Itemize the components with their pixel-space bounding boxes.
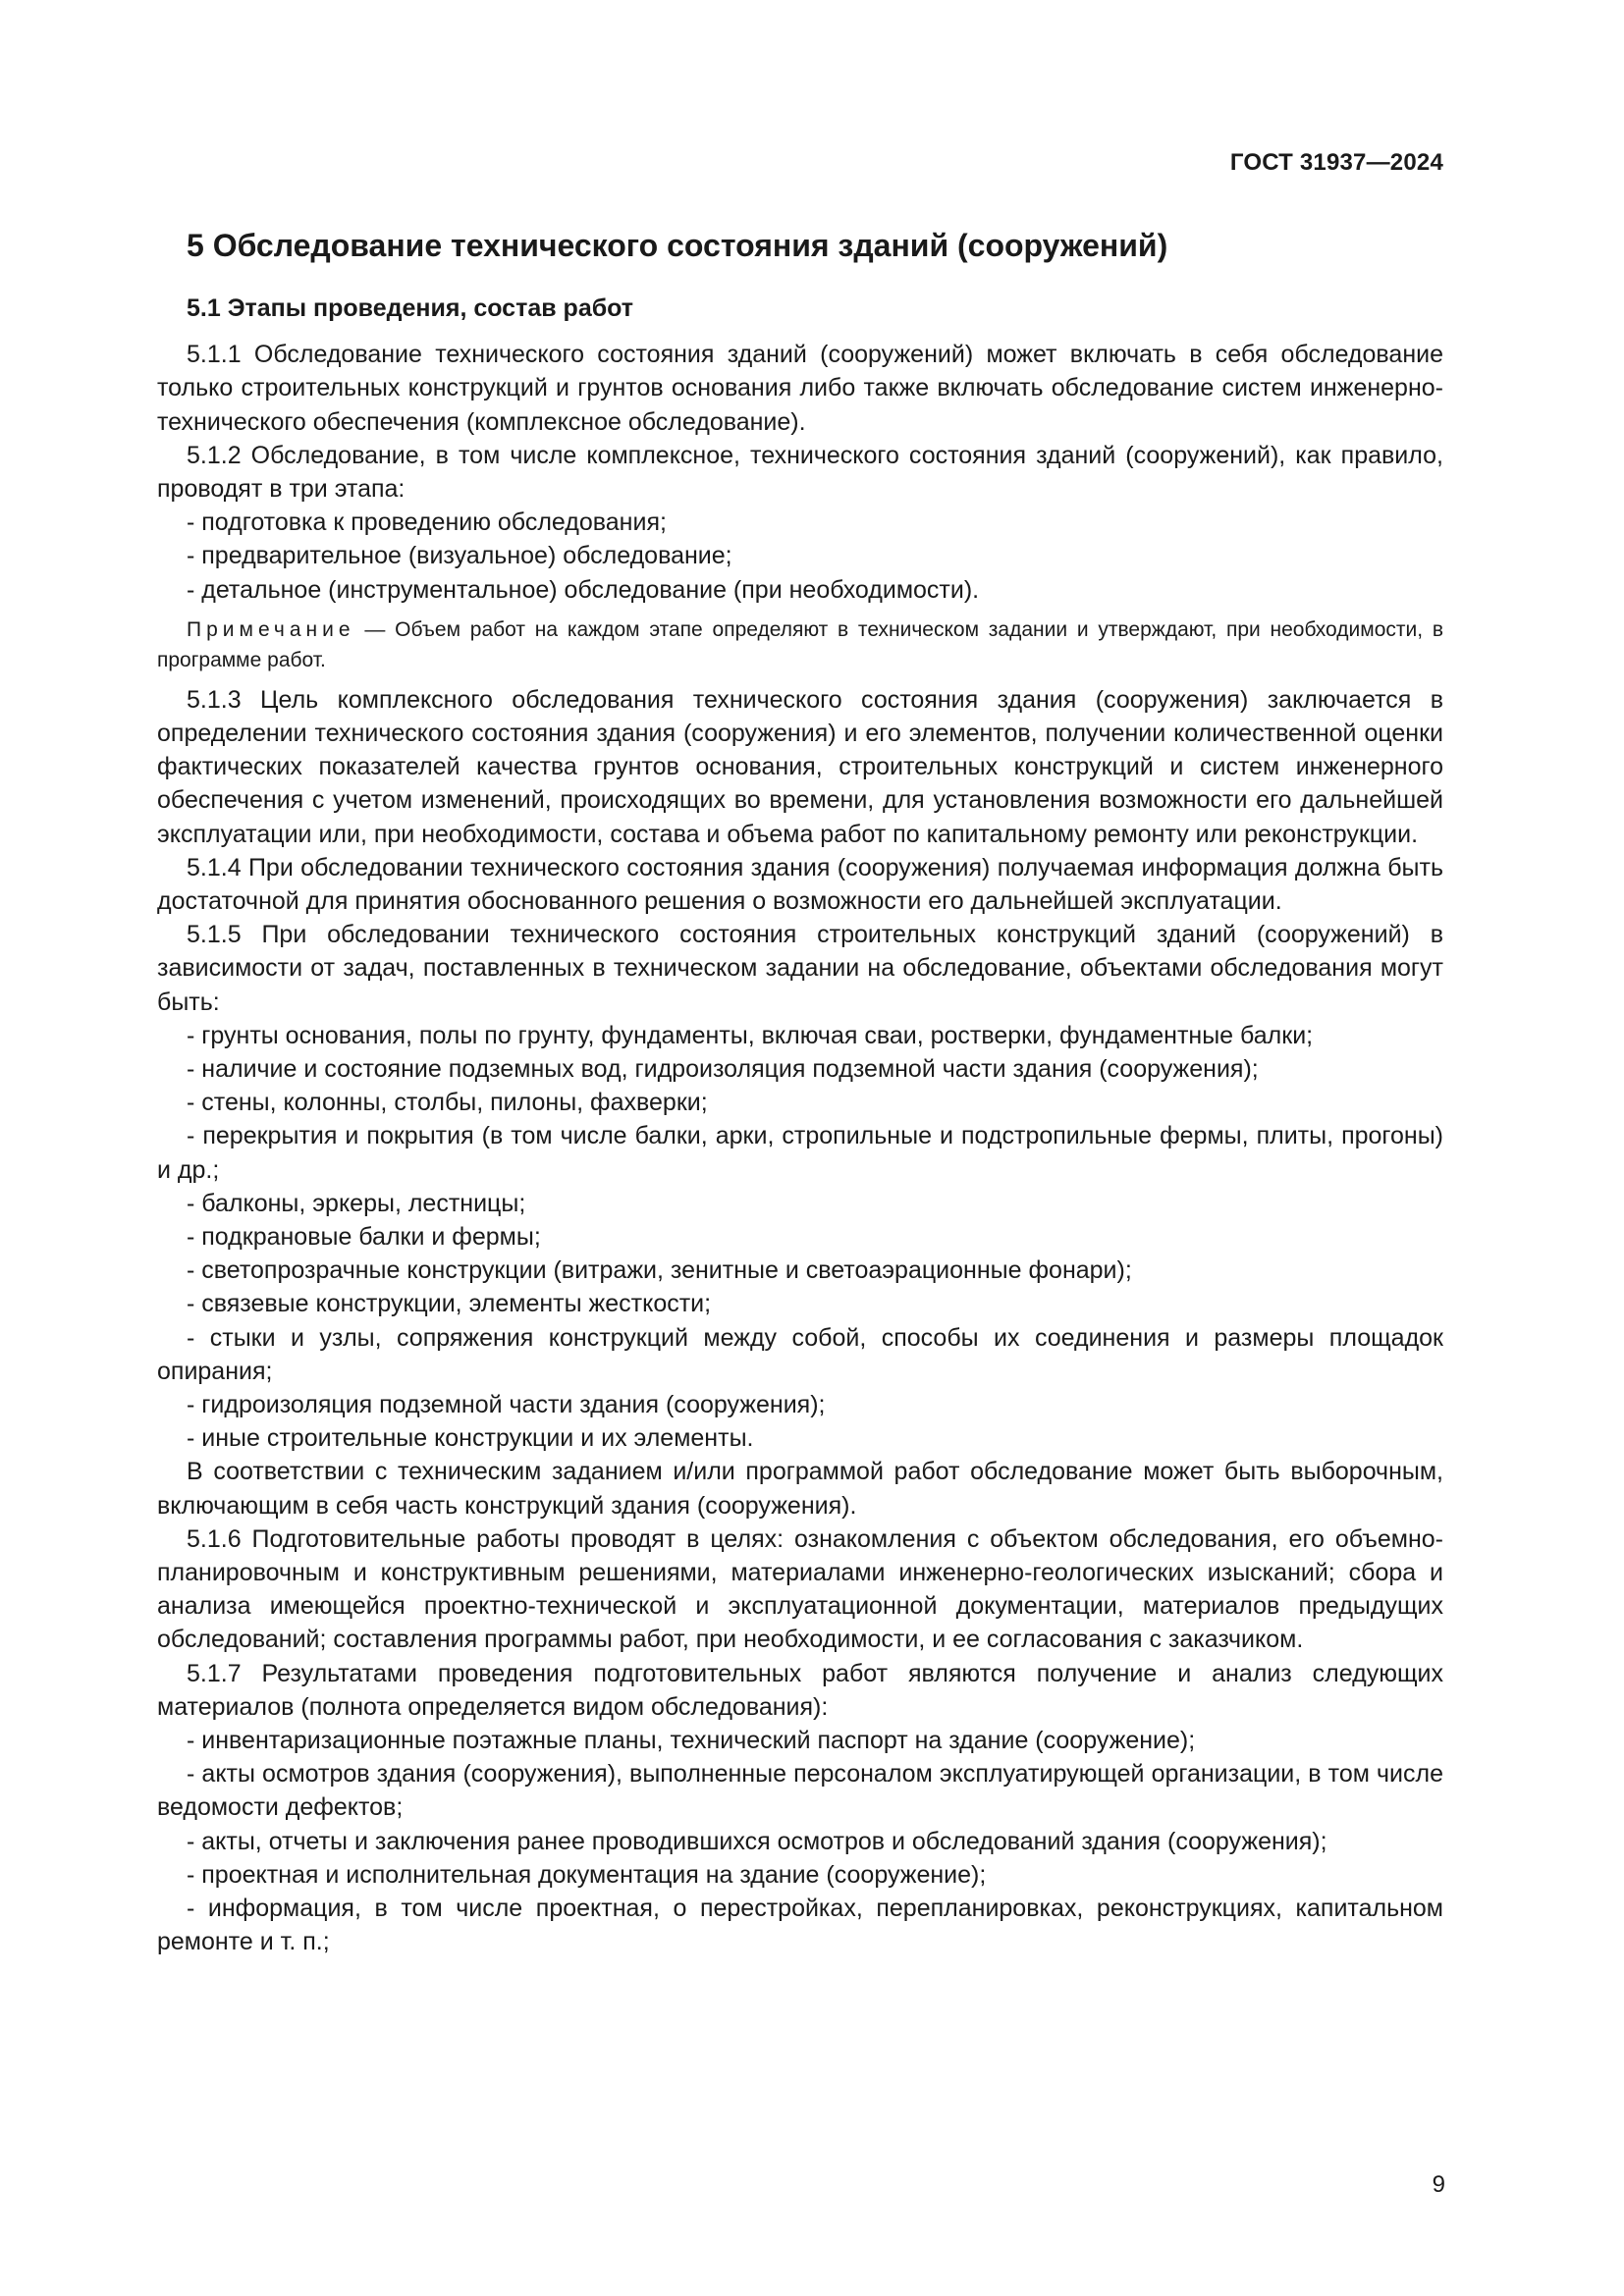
paragraph-5-1-7: 5.1.7 Результатами проведения подготовительных работ являются получение и анализ следующих материалов (полнота определяется видом обследования): xyxy=(157,1659,1443,1721)
stage-item: - детальное (инструментальное) обследование (при необходимости). xyxy=(187,575,980,604)
document-code: ГОСТ 31937—2024 xyxy=(1229,149,1443,176)
object-item: - балконы, эркеры, лестницы; xyxy=(187,1189,526,1217)
stage-item: - подготовка к проведению обследования; xyxy=(187,508,667,537)
object-item: - светопрозрачные конструкции (витражи, зенитные и светоаэрационные фонари); xyxy=(187,1256,1132,1285)
material-item: - инвентаризационные поэтажные планы, технический паспорт на здание (сооружение); xyxy=(187,1727,1196,1755)
paragraph-5-1-2: 5.1.2 Обследование, в том числе комплексное, технического состояния зданий (сооружений), как правило, проводят в три этапа: xyxy=(157,441,1443,503)
object-item: - наличие и состояние подземных вод, гидроизоляция подземной части здания (сооружения); xyxy=(187,1054,1259,1083)
object-item: - гидроизоляция подземной части здания (сооружения); xyxy=(187,1390,826,1418)
section-title: 5 Обследование технического состояния зданий (сооружений) xyxy=(187,228,1168,263)
material-item: - информация, в том числе проектная, о перестройках, перепланировках, реконструкциях, капитальном ремонте и т. п.; xyxy=(157,1895,1443,1956)
page-number: 9 xyxy=(1432,2171,1445,2198)
note-label: Примечание xyxy=(187,617,355,641)
object-item: - подкрановые балки и фермы; xyxy=(187,1222,541,1251)
stage-item: - предварительное (визуальное) обследование; xyxy=(187,542,732,570)
paragraph-5-1-1: 5.1.1 Обследование технического состояния зданий (сооружений) может включать в себя обследование только строительных конструкций и грунтов основания либо также включать обследование систем инженерно-технического обеспечения (комплексное обследование). xyxy=(157,341,1443,436)
material-item: - акты осмотров здания (сооружения), выполненные персоналом эксплуатирующей организации, в том числе ведомости дефектов; xyxy=(157,1760,1443,1822)
paragraph-5-1-3: 5.1.3 Цель комплексного обследования технического состояния здания (сооружения) заключается в определении технического состояния здания (сооружения) и его элементов, получении количественной оценки фактических показателей качества грунтов основания, строительных конструкций и систем инженерного обеспечения с учетом изменений, происходящих во времени, для установления возможности его дальнейшей эксплуатации или, при необходимости, состава и объема работ по капитальному ремонту или реконструкции. xyxy=(157,685,1443,848)
object-item: - стыки и узлы, сопряжения конструкций между собой, способы их соединения и размеры площадок опирания; xyxy=(157,1323,1443,1385)
object-item: - грунты основания, полы по грунту, фундаменты, включая сваи, ростверки, фундаментные балки; xyxy=(187,1021,1314,1049)
object-item: - связевые конструкции, элементы жесткости; xyxy=(187,1290,712,1318)
object-item: - перекрытия и покрытия (в том числе балки, арки, стропильные и подстропильные фермы, плиты, прогоны) и др.; xyxy=(157,1122,1443,1184)
paragraph-5-1-5: 5.1.5 При обследовании технического состояния строительных конструкций зданий (сооружений) в зависимости от задач, поставленных в техническом задании на обследование, объектами обследования могут быть: xyxy=(157,921,1443,1016)
object-item: - стены, колонны, столбы, пилоны, фахверки; xyxy=(187,1089,708,1117)
material-item: - проектная и исполнительная документация на здание (сооружение); xyxy=(187,1860,987,1889)
page-content xyxy=(157,216,1443,1958)
paragraph-5-1-4: 5.1.4 При обследовании технического состояния здания (сооружения) получаемая информация должна быть достаточной для принятия обоснованного решения о возможности его дальнейшей эксплуатации. xyxy=(157,853,1443,915)
paragraph-5-1-6: 5.1.6 Подготовительные работы проводят в целях: ознакомления с объектом обследования, его объемно-планировочным и конструктивным решениями, материалами инженерно-геологических изысканий; сбора и анализа имеющейся проектно-технической и эксплуатационной документации, материалов предыдущих обследований; составления программы работ, при необходимости, и ее согласования с заказчиком. xyxy=(157,1524,1443,1654)
paragraph-selective: В соответствии с техническим заданием и/или программой работ обследование может быть выборочным, включающим в себя часть конструкций здания (сооружения). xyxy=(157,1458,1443,1520)
note xyxy=(157,614,1443,675)
object-item: - иные строительные конструкции и их элементы. xyxy=(187,1424,754,1453)
subsection-title: 5.1 Этапы проведения, состав работ xyxy=(187,294,634,322)
note-text: — Объем работ на каждом этапе определяют в техническом задании и утверждают, при необходимости, в программе работ. xyxy=(157,617,1443,671)
material-item: - акты, отчеты и заключения ранее проводившихся осмотров и обследований здания (сооружения); xyxy=(187,1827,1327,1855)
